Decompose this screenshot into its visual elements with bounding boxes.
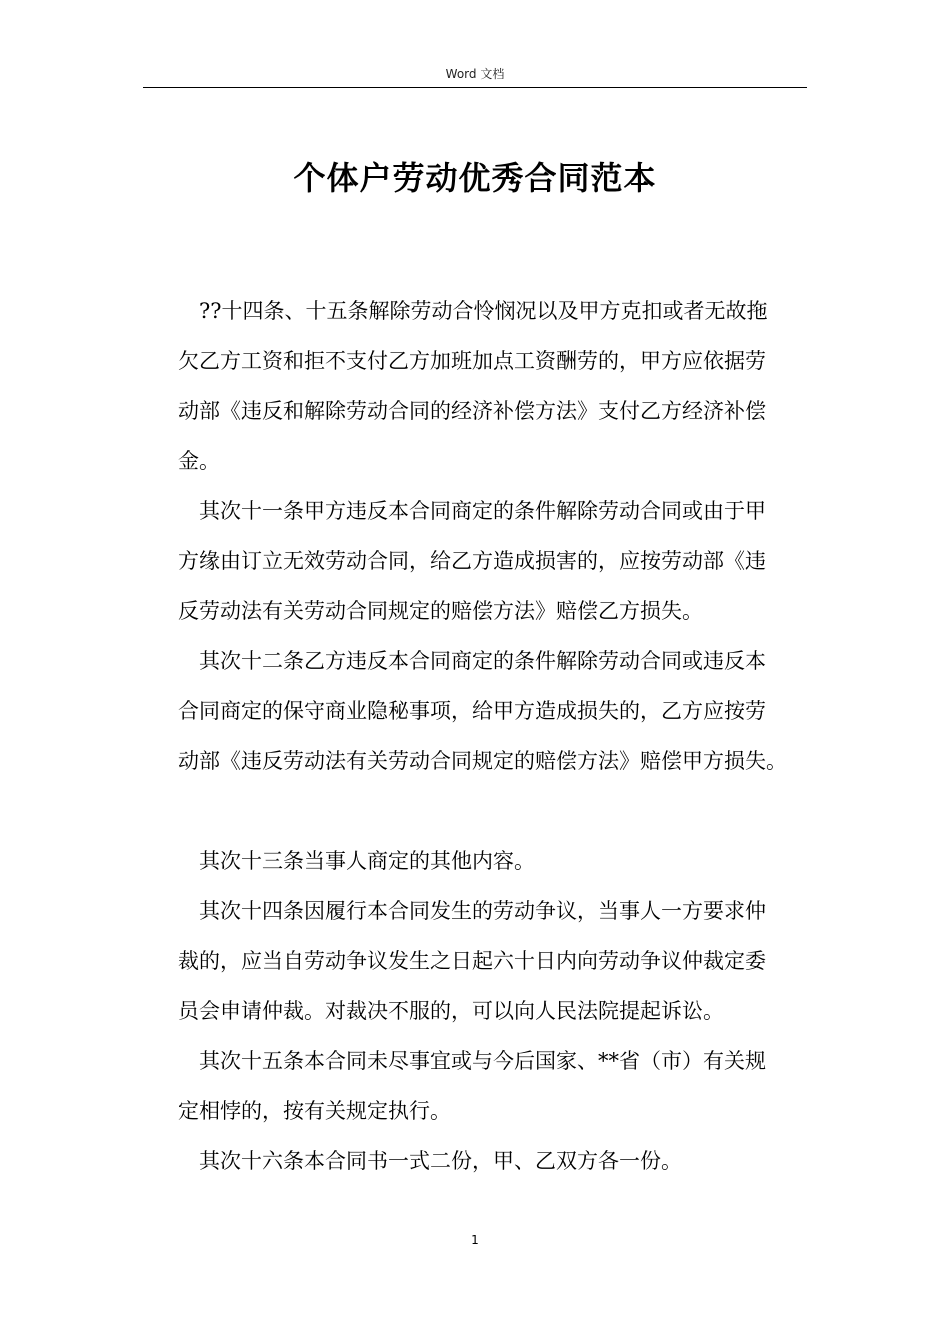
body-line: 欠乙方工资和拒不支付乙方加班加点工资酬劳的，甲方应依据劳 [178, 349, 766, 373]
body-line: 裁的，应当自劳动争议发生之日起六十日内向劳动争议仲裁定委 [178, 949, 766, 973]
paragraph-spacer [178, 786, 818, 836]
body-line: 合同商定的保守商业隐秘事项，给甲方造成损失的，乙方应按劳 [178, 699, 766, 723]
body-line: 其次十二条乙方违反本合同商定的条件解除劳动合同或违反本 [199, 649, 766, 673]
body-line: 反劳动法有关劳动合同规定的赔偿方法》赔偿乙方损失。 [178, 599, 703, 623]
body-line: 其次十四条因履行本合同发生的劳动争议，当事人一方要求仲 [199, 899, 766, 923]
body-line: 定相悖的，按有关规定执行。 [178, 1099, 451, 1123]
body-line: 动部《违反和解除劳动合同的经济补偿方法》支付乙方经济补偿 [178, 399, 766, 423]
document-title: 个体户劳动优秀合同范本 [293, 159, 657, 197]
page-header: Word 文档 [445, 67, 505, 81]
page-number: 1 [471, 1233, 479, 1247]
body-line: 其次十一条甲方违反本合同商定的条件解除劳动合同或由于甲 [199, 499, 766, 523]
body-line: 员会申请仲裁。对裁决不服的，可以向人民法院提起诉讼。 [178, 999, 724, 1023]
document-body [178, 286, 818, 1186]
body-line: 动部《违反劳动法有关劳动合同规定的赔偿方法》赔偿甲方损失。 [178, 749, 787, 773]
body-line: ??十四条、十五条解除劳动合怜悯况以及甲方克扣或者无故拖 [199, 299, 768, 323]
body-line: 其次十五条本合同未尽事宜或与今后国家、**省（市）有关规 [199, 1049, 766, 1073]
header-divider [143, 87, 807, 88]
body-line: 其次十六条本合同书一式二份，甲、乙双方各一份。 [199, 1149, 682, 1173]
body-line: 金。 [178, 449, 220, 473]
body-line: 方缘由订立无效劳动合同，给乙方造成损害的，应按劳动部《违 [178, 549, 766, 573]
body-line: 其次十三条当事人商定的其他内容。 [199, 849, 535, 873]
